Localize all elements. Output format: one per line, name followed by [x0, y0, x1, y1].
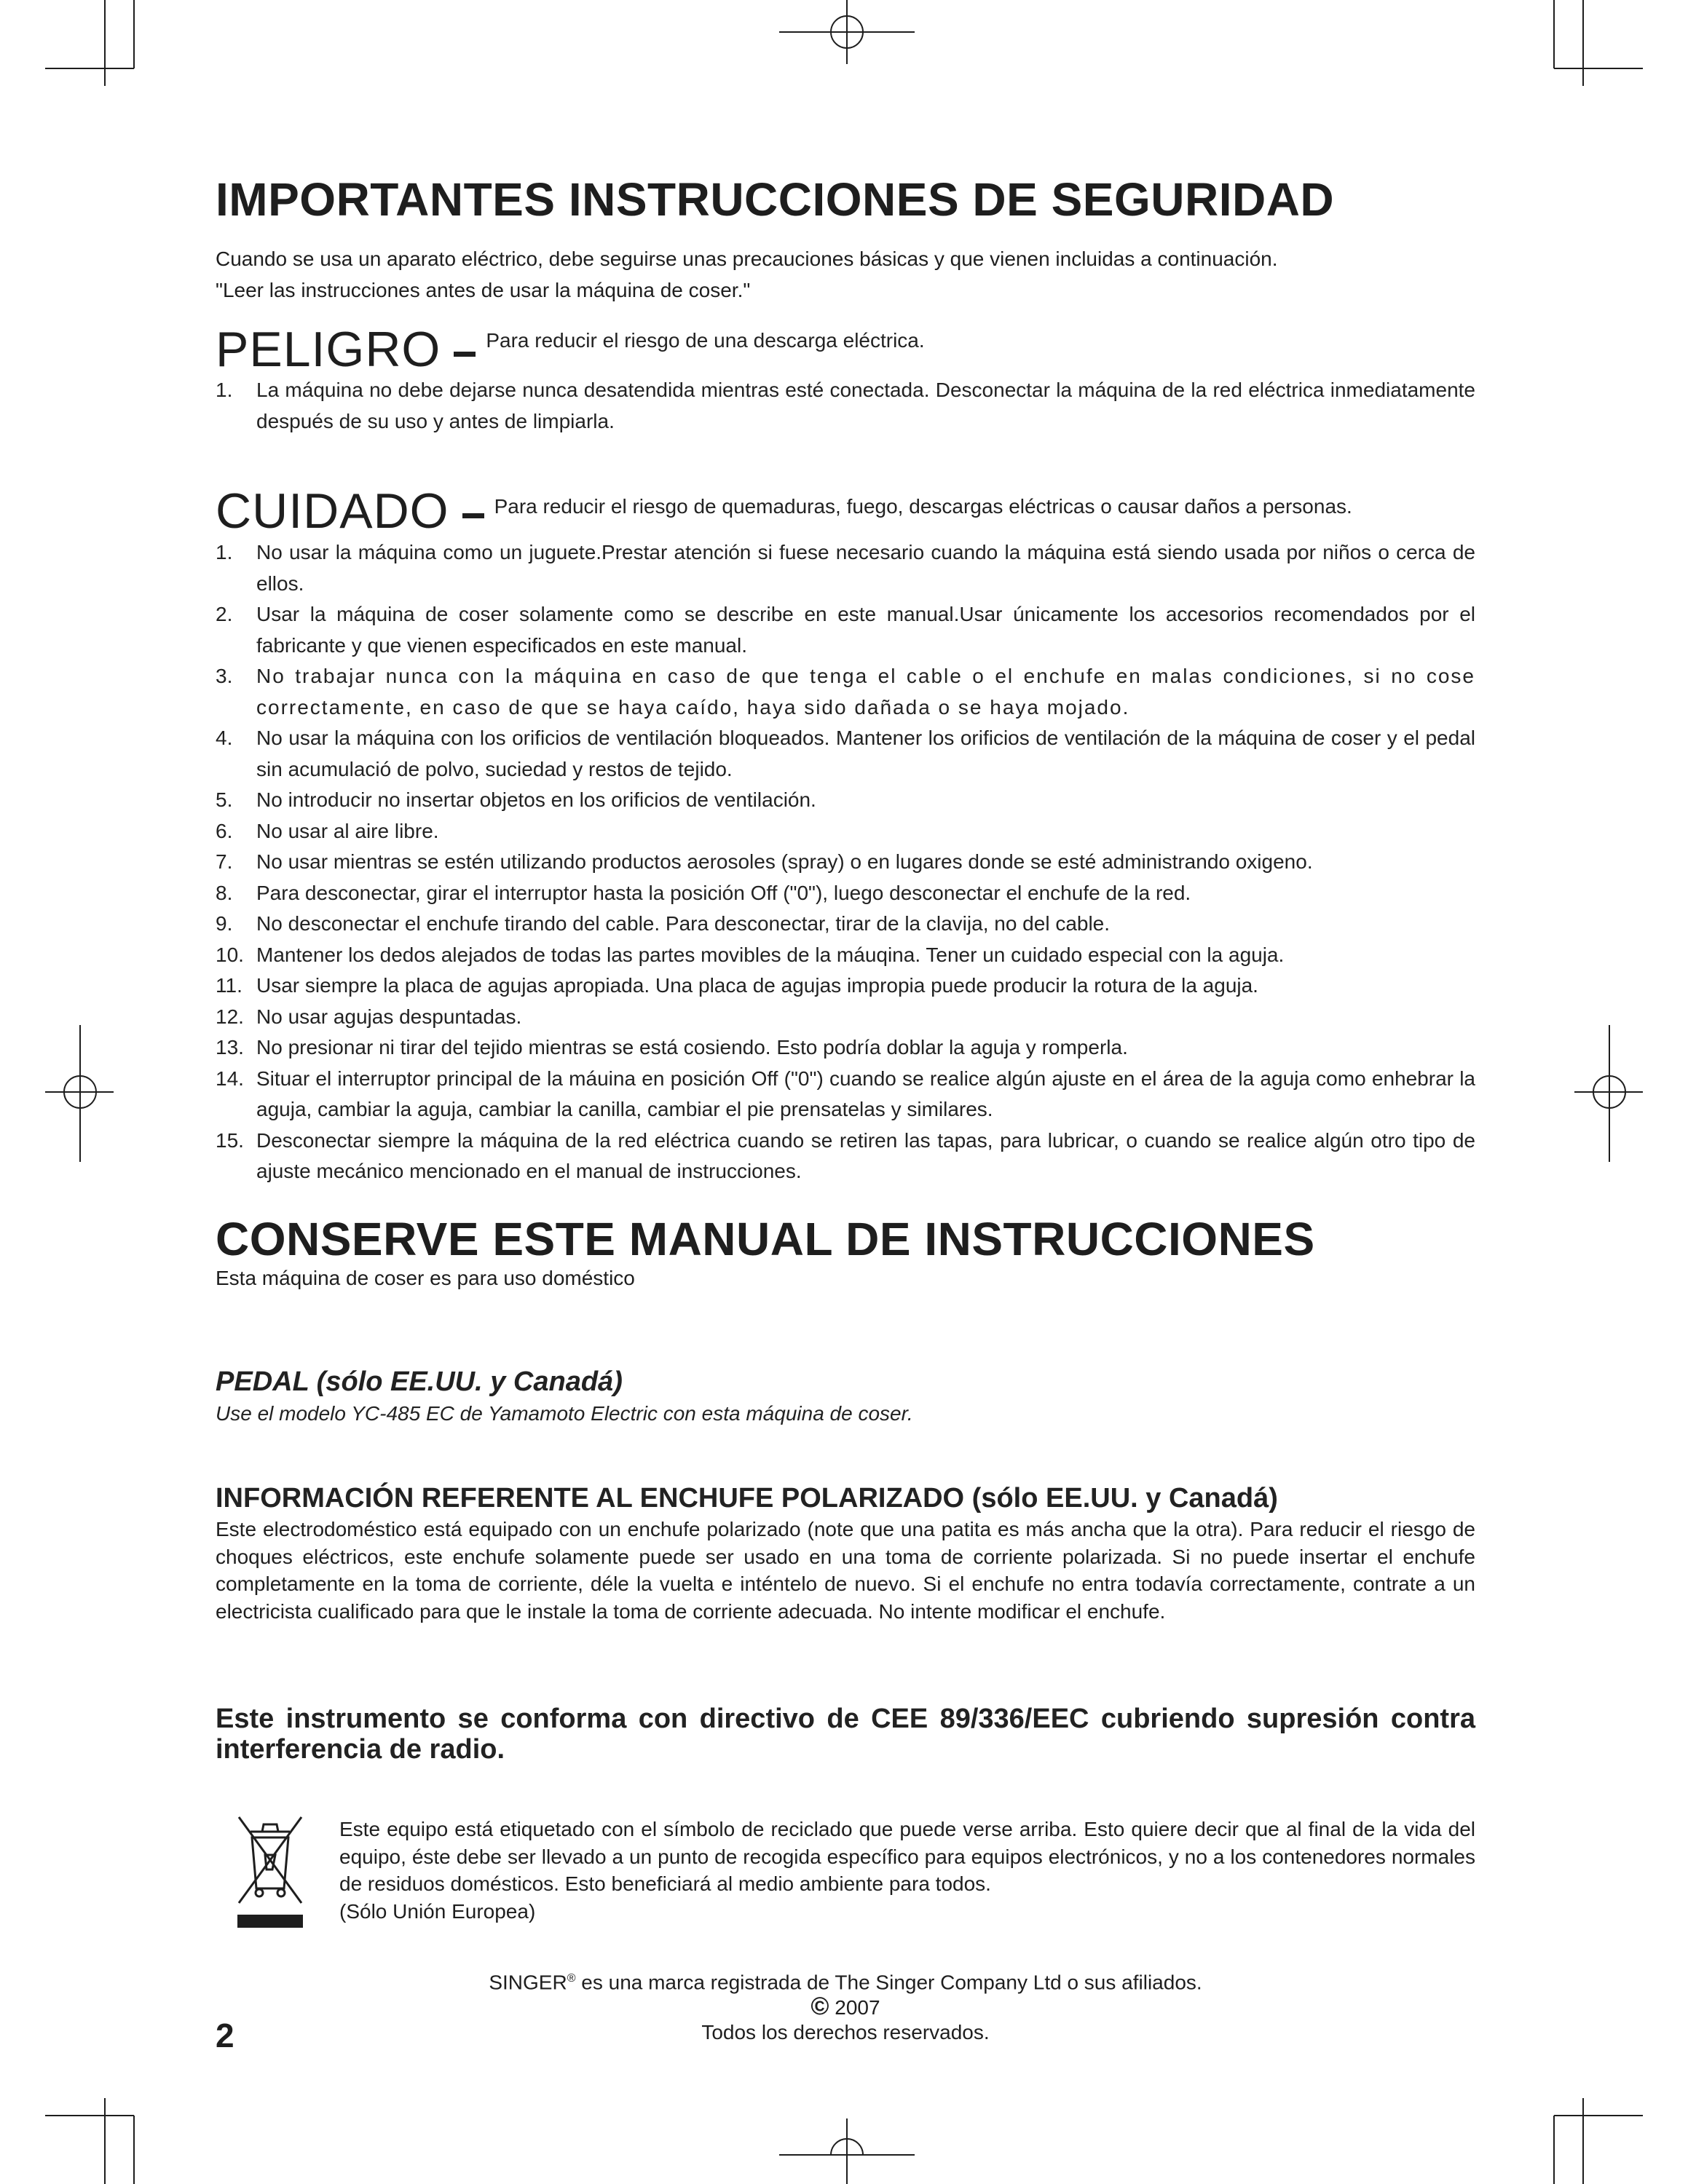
page-title: IMPORTANTES INSTRUCCIONES DE SEGURIDAD [216, 173, 1335, 226]
peligro-heading [216, 323, 925, 376]
plug-title: INFORMACIÓN REFERENTE AL ENCHUFE POLARIZADO (sólo EE.UU. y Canadá) [216, 1483, 1278, 1514]
list-item: 11. Usar siempre la placa de agujas apropiada. Una placa de agujas impropia puede producir la rotura de la aguja. [216, 974, 1258, 997]
conserve-title: CONSERVE ESTE MANUAL DE INSTRUCCIONES [216, 1213, 1315, 1265]
copyright-year: 2007 [835, 1996, 880, 2019]
list-item: 2. Usar la máquina de coser solamente como se describe en este manual.Usar únicamente los accesorios recomendados por el fabricante y que vienen especificados en este manual. [216, 603, 1475, 657]
trademark-line [216, 1966, 1475, 1995]
peligro-label: PELIGRO [216, 322, 441, 377]
list-item: 12. No usar agujas despuntadas. [216, 1005, 522, 1028]
peligro-list [216, 375, 1475, 437]
copyright-line [216, 1993, 1475, 2021]
registered-mark: ® [567, 1972, 576, 1985]
plug-text: Este electrodoméstico está equipado con un enchufe polarizado (note que una patita es más ancha que la otra). Para reducir el riesgo de choques eléctricos, este enchufe solamente puede ser usado en una toma de corriente polarizada. Si no puede insertar el enchufe completamente en la toma de corriente, déle la vuelta e inténtelo de nuevo. Si el enchufe no entra todavía correctamente, contrate a un electricista cualificado para que le instale la toma de corriente adecuada. No intente modificar el enchufe. [216, 1518, 1475, 1623]
list-item: 13. No presionar ni tirar del tejido mientras se está cosiendo. Esto podría doblar la aguja y romperla. [216, 1036, 1128, 1059]
intro [216, 243, 1475, 306]
dash-separator [454, 352, 476, 357]
brand-name: SINGER [489, 1971, 567, 1994]
list-item: 1. La máquina no debe dejarse nunca desatendida mientras esté conectada. Desconectar la máquina de la red eléctrica inmediatamente después de su uso y antes de limpiarla. [216, 379, 1475, 432]
list-item: 3. No trabajar nunca con la máquina en caso de que tenga el cable o el enchufe en malas condiciones, si no cose correctamente, en caso de que se haya caído, haya sido dañada o se haya mojado. [216, 665, 1475, 719]
cuidado-label: CUIDADO [216, 483, 449, 539]
peligro-lead: Para reducir el riesgo de una descarga eléctrica. [486, 329, 925, 352]
pedal-title: PEDAL (sólo EE.UU. y Canadá) [216, 1366, 623, 1397]
list-item: 6. No usar al aire libre. [216, 819, 439, 842]
directive-statement: Este instrumento se conforma con directivo de CEE 89/336/EEC cubriendo supresión contra interferencia de radio. [216, 1704, 1475, 1765]
page-number: 2 [216, 2017, 234, 2054]
intro-line-1: Cuando se usa un aparato eléctrico, debe seguirse unas precauciones básicas y que vienen incluidas a continuación. [216, 248, 1278, 270]
list-item: 5. No introducir no insertar objetos en los orificios de ventilación. [216, 788, 816, 811]
cuidado-lead: Para reducir el riesgo de quemaduras, fuego, descargas eléctricas o causar daños a personas. [494, 495, 1352, 518]
trademark-text: es una marca registrada de The Singer Company Ltd o sus afiliados. [575, 1971, 1202, 1994]
list-item: 15. Desconectar siempre la máquina de la red eléctrica cuando se retiren las tapas, para lubricar, o cuando se realice algún otro tipo de ajuste mecánico mencionado en el manual de instrucciones. [216, 1128, 1475, 1182]
list-item: 14. Situar el interruptor principal de la máuina en posición Off ("0") cuando se realice algún ajuste en el área de la aguja como enhebrar la aguja, cambiar la aguja, cambiar la canilla, cambiar el pie prensatelas y similares. [216, 1067, 1475, 1120]
recycle-note: (Sólo Unión Europea) [339, 1900, 536, 1923]
list-item: 10. Mantener los dedos alejados de todas las partes movibles de la máuqina. Tener un cuidado especial con la aguja. [216, 943, 1285, 966]
pedal-text: Use el modelo YC-485 EC de Yamamoto Electric con esta máquina de coser. [216, 1402, 913, 1425]
copyright-symbol: © [811, 1993, 829, 2020]
intro-line-2: "Leer las instrucciones antes de usar la máquina de coser." [216, 279, 751, 301]
list-item: 1. No usar la máquina como un juguete.Prestar atención si fuese necesario cuando la máquina está siendo usada por niños o cerca de ellos. [216, 541, 1475, 595]
list-item: 7. No usar mientras se estén utilizando productos aerosoles (spray) o en lugares donde se esté administrando oxigeno. [216, 850, 1313, 873]
cuidado-heading [216, 485, 1352, 537]
crossed-out-wheelie-bin-icon [230, 1813, 310, 1932]
list-item: 4. No usar la máquina con los orificios de ventilación bloqueados. Mantener los orificios de ventilación de la máquina de coser y el pedal sin acumulació de polvo, suciedad y restos de tejido. [216, 727, 1475, 780]
cuidado-list [216, 537, 1475, 1187]
list-item: 9. No desconectar el enchufe tirando del cable. Para desconectar, tirar de la clavija, no del cable. [216, 912, 1111, 935]
rights-line: Todos los derechos reservados. [701, 2021, 990, 2043]
recycle-text: Este equipo está etiquetado con el símbolo de reciclado que puede verse arriba. Esto quiere decir que al final de la vida del equipo, éste debe ser llevado a un punto de recogida específico para equipos electrónicos, y no a los contenedores normales de residuos domésticos. Esto beneficiará al medio ambiente para todos. [339, 1818, 1475, 1895]
conserve-subtitle: Esta máquina de coser es para uso doméstico [216, 1267, 635, 1289]
list-item: 8. Para desconectar, girar el interruptor hasta la posición Off ("0"), luego desconectar el enchufe de la red. [216, 881, 1191, 904]
dash-separator [462, 513, 484, 518]
